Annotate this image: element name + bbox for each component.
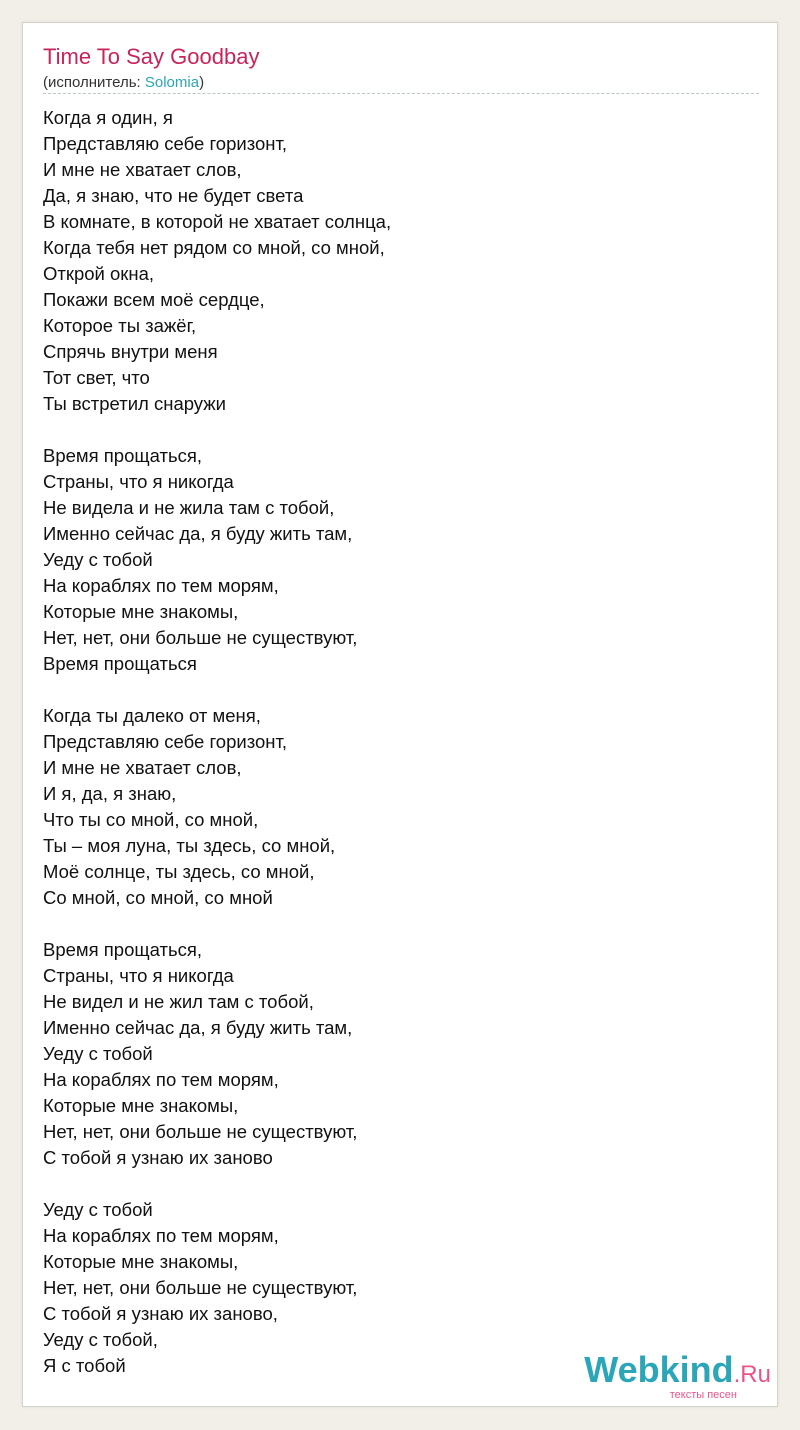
lyric-line: Которые мне знакомы,	[43, 1095, 239, 1116]
lyric-line: С тобой я узнаю их заново,	[43, 1303, 278, 1324]
lyric-line: Нет, нет, они больше не существуют,	[43, 627, 358, 648]
artist-link[interactable]: Solomia	[144, 74, 200, 91]
lyric-line: Время прощаться,	[43, 445, 203, 466]
artist-suffix: )	[199, 74, 205, 91]
lyric-line: Представляю себе горизонт,	[43, 133, 288, 154]
artist-prefix: (исполнитель:	[43, 74, 145, 91]
logo-main-text: Webkind	[584, 1349, 734, 1390]
lyric-line: Страны, что я никогда	[43, 965, 234, 986]
lyric-line: Моё солнце, ты здесь, со мной,	[43, 861, 315, 882]
lyric-line: И мне не хватает слов,	[43, 757, 242, 778]
lyric-line: Когда ты далеко от меня,	[43, 705, 261, 726]
logo-wordmark	[584, 1351, 771, 1394]
lyric-line: Именно сейчас да, я буду жить там,	[43, 1017, 353, 1038]
lyric-line: Которые мне знакомы,	[43, 1251, 239, 1272]
artist-line	[43, 74, 204, 91]
lyric-line: Уеду с тобой	[43, 1043, 153, 1064]
lyric-line: И мне не хватает слов,	[43, 159, 242, 180]
lyric-line: Время прощаться,	[43, 939, 203, 960]
lyric-line: И я, да, я знаю,	[43, 783, 177, 804]
logo-suffix: .Ru	[733, 1361, 771, 1388]
lyric-line: С тобой я узнаю их заново	[43, 1147, 273, 1168]
logo-tagline: тексты песен	[669, 1389, 737, 1401]
lyric-line: Тот свет, что	[43, 367, 150, 388]
lyric-line: Страны, что я никогда	[43, 471, 234, 492]
lyric-line: Время прощаться	[43, 653, 197, 674]
lyric-line: На кораблях по тем морям,	[43, 1069, 279, 1090]
lyric-line: Которое ты зажёг,	[43, 315, 197, 336]
lyrics-card	[22, 22, 778, 1407]
stanza-gap	[43, 417, 391, 443]
lyric-line: Со мной, со мной, со мной	[43, 887, 273, 908]
lyric-line: Нет, нет, они больше не существуют,	[43, 1121, 358, 1142]
title-divider	[43, 93, 759, 94]
lyric-line: Нет, нет, они больше не существуют,	[43, 1277, 358, 1298]
lyric-line: Когда я один, я	[43, 107, 173, 128]
song-title: Time To Say Goodbay	[43, 44, 260, 69]
lyric-line: Ты встретил снаружи	[43, 393, 226, 414]
lyric-line: Представляю себе горизонт,	[43, 731, 288, 752]
lyric-line: Не видела и не жила там с тобой,	[43, 497, 335, 518]
site-logo[interactable]	[584, 1351, 771, 1400]
lyric-line: Я с тобой	[43, 1355, 126, 1376]
lyric-line: Спрячь внутри меня	[43, 341, 218, 362]
lyric-line: Открой окна,	[43, 263, 155, 284]
lyric-line: Да, я знаю, что не будет света	[43, 185, 304, 206]
lyric-line: Покажи всем моё сердце,	[43, 289, 265, 310]
stanza-gap	[43, 1171, 391, 1197]
lyric-line: Уеду с тобой,	[43, 1329, 158, 1350]
stanza-gap	[43, 911, 391, 937]
lyric-line: Ты – моя луна, ты здесь, со мной,	[43, 835, 336, 856]
lyric-line: Что ты со мной, со мной,	[43, 809, 259, 830]
lyric-line: На кораблях по тем морям,	[43, 575, 279, 596]
lyric-line: Уеду с тобой	[43, 1199, 153, 1220]
lyric-line: Именно сейчас да, я буду жить там,	[43, 523, 353, 544]
lyric-line: Когда тебя нет рядом со мной, со мной,	[43, 237, 385, 258]
lyrics-body	[43, 105, 391, 1379]
lyric-line: Которые мне знакомы,	[43, 601, 239, 622]
lyric-line: Не видел и не жил там с тобой,	[43, 991, 314, 1012]
lyric-line: На кораблях по тем морям,	[43, 1225, 279, 1246]
stanza-gap	[43, 677, 391, 703]
lyric-line: Уеду с тобой	[43, 549, 153, 570]
lyric-line: В комнате, в которой не хватает солнца,	[43, 211, 392, 232]
